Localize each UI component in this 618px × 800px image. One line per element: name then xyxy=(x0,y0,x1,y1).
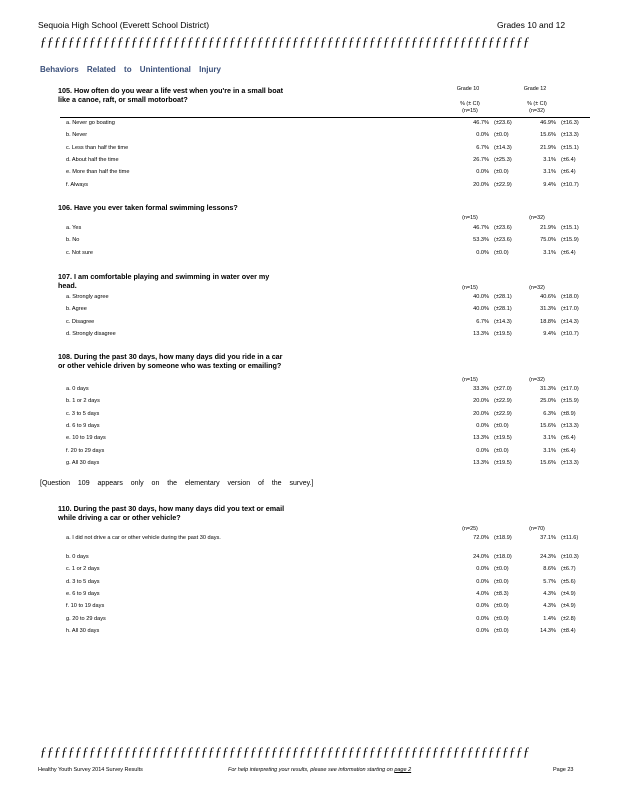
answer-row xyxy=(66,145,586,156)
section-title: Behaviors Related to Unintentional Injury xyxy=(40,65,221,74)
grade12-percent: 75.0% xyxy=(540,237,556,244)
grade12-ci: (±14.3) xyxy=(561,318,579,325)
grade10-ci: (±27.0) xyxy=(494,386,512,392)
answer-label: e. 6 to 9 days xyxy=(66,590,100,597)
grade10-ci: (±22.9) xyxy=(494,181,512,188)
answer-label: d. 3 to 5 days xyxy=(66,578,100,585)
grade12-percent: 3.1% xyxy=(543,169,556,176)
grade12-percent: 1.4% xyxy=(543,615,556,622)
grade10-percent: 4.0% xyxy=(476,590,489,597)
answer-label: g. 20 to 29 days xyxy=(66,615,106,622)
grade12-ci: (±4.9) xyxy=(561,603,576,610)
question-text: 110. During the past 30 days, how many days did you text or email while driving a car or other vehicle? xyxy=(58,504,285,522)
grade10-percent: 0.0% xyxy=(476,578,489,585)
grade12-percent: 3.1% xyxy=(543,156,556,163)
grade10-ci: (±28.1) xyxy=(494,306,512,313)
school-name: Sequoia High School (Everett School District) xyxy=(38,20,210,30)
answer-row xyxy=(66,306,586,317)
question-text: 108. During the past 30 days, how many days did you ride in a car or other vehicle driven by someone who was texting or emailing? xyxy=(58,352,283,370)
question-108 xyxy=(40,352,580,472)
answer-row xyxy=(66,460,586,471)
answer-label: f. 20 to 29 days xyxy=(66,447,105,454)
grade10-percent: 0.0% xyxy=(476,615,489,622)
answer-label: c. 3 to 5 days xyxy=(66,410,100,417)
grade10-ci: (±25.3) xyxy=(494,156,512,163)
grade12-percent: 6.3% xyxy=(543,410,556,417)
grade10-header: Grade 10 xyxy=(456,86,480,92)
answer-label: c. Less than half the time xyxy=(66,144,129,151)
question-107 xyxy=(40,272,580,342)
answer-row xyxy=(66,566,586,577)
grade10-ci: (±14.3) xyxy=(494,144,512,151)
answer-row xyxy=(66,250,586,261)
answer-row xyxy=(66,225,586,236)
grade12-percent: 3.1% xyxy=(543,249,556,256)
answer-row xyxy=(66,157,586,168)
grade10-ci: (±22.9) xyxy=(494,398,512,405)
grade12-ci: (±13.3) xyxy=(561,422,579,429)
grade10-ci: (±0.0) xyxy=(494,566,509,573)
answer-label: a. Strongly agree xyxy=(66,294,109,300)
grade12-percent: 15.6% xyxy=(540,132,556,139)
grade12-percent: 46.9% xyxy=(540,120,556,126)
n-grade12: (n=32) xyxy=(529,108,545,114)
grade10-percent: 20.0% xyxy=(473,398,489,405)
answer-row xyxy=(66,603,586,614)
answer-label: b. Agree xyxy=(66,306,87,313)
grade12-ci: (±4.9) xyxy=(561,590,576,597)
grade12-ci: (±8.9) xyxy=(561,410,576,417)
answer-row xyxy=(66,132,586,143)
grade10-percent: 20.0% xyxy=(473,181,489,188)
grade12-percent: 3.1% xyxy=(543,447,556,454)
answer-row xyxy=(66,294,586,305)
grade12-ci: (±6.4) xyxy=(561,447,576,454)
n-grade12: (n=32) xyxy=(529,285,545,291)
grade12-percent: 3.1% xyxy=(543,435,556,442)
answer-label: b. No xyxy=(66,237,80,244)
answer-label: g. All 30 days xyxy=(66,459,100,466)
grade12-percent: 21.9% xyxy=(540,225,556,231)
grade12-header: Grade 12 xyxy=(523,86,547,92)
grade10-ci: (±0.0) xyxy=(494,447,509,454)
grade10-ci: (±14.3) xyxy=(494,318,512,325)
grade12-percent: 40.6% xyxy=(540,294,556,300)
grade10-ci: (±18.9) xyxy=(494,535,512,541)
page-number: Page 23 xyxy=(553,767,574,773)
answer-label: e. 10 to 19 days xyxy=(66,435,106,442)
grade10-percent: 40.0% xyxy=(473,306,489,313)
grade12-ci: (±6.7) xyxy=(561,566,576,573)
answer-label: a. Yes xyxy=(66,225,82,231)
answer-row xyxy=(66,319,586,330)
grade12-ci: (±10.7) xyxy=(561,330,579,337)
grade12-percent: 37.1% xyxy=(540,535,556,541)
grade12-percent: 15.6% xyxy=(540,422,556,429)
pct-label-g10: % (± CI) xyxy=(460,101,480,107)
grade10-ci: (±23.6) xyxy=(494,225,512,231)
answer-row xyxy=(66,591,586,602)
grade10-percent: 0.0% xyxy=(476,169,489,176)
grade10-percent: 13.3% xyxy=(473,330,489,337)
grade10-ci: (±0.0) xyxy=(494,422,509,429)
grade10-percent: 0.0% xyxy=(476,566,489,573)
n-grade10: (n=15) xyxy=(462,215,478,221)
question-105 xyxy=(40,86,580,196)
grade10-percent: 0.0% xyxy=(476,422,489,429)
grade10-percent: 72.0% xyxy=(473,535,489,541)
grade12-ci: (±6.4) xyxy=(561,435,576,442)
grade10-percent: 0.0% xyxy=(476,249,489,256)
grade10-ci: (±0.0) xyxy=(494,627,509,634)
grade12-ci: (±15.9) xyxy=(561,398,579,405)
answer-row xyxy=(66,554,586,565)
grade10-ci: (±0.0) xyxy=(494,578,509,585)
grade10-ci: (±0.0) xyxy=(494,169,509,176)
n-grade12: (n=32) xyxy=(529,377,545,383)
answer-label: b. Never xyxy=(66,132,88,139)
grade10-percent: 0.0% xyxy=(476,447,489,454)
grade12-ci: (±5.6) xyxy=(561,578,576,585)
question-109-note: [Question 109 appears only on the elementary version of the survey.] xyxy=(40,480,314,487)
grade10-percent: 26.7% xyxy=(473,156,489,163)
grade12-ci: (±16.3) xyxy=(561,120,579,126)
n-grade10: (n=15) xyxy=(462,285,478,291)
answer-label: d. 6 to 9 days xyxy=(66,422,100,429)
grade12-percent: 4.3% xyxy=(543,590,556,597)
answer-label: c. Not sure xyxy=(66,249,94,256)
answer-row xyxy=(66,411,586,422)
grade12-percent: 25.0% xyxy=(540,398,556,405)
grade12-ci: (±13.3) xyxy=(561,132,579,139)
grade12-ci: (±15.9) xyxy=(561,237,579,244)
answer-row xyxy=(66,331,586,342)
question-110 xyxy=(40,504,580,644)
header-rule xyxy=(60,117,590,118)
answer-row xyxy=(66,448,586,459)
grade12-percent: 4.3% xyxy=(543,603,556,610)
answer-label: f. Always xyxy=(66,181,89,188)
page-2-link[interactable]: page 2 xyxy=(394,767,412,773)
grade10-ci: (±23.6) xyxy=(494,237,512,244)
answer-row xyxy=(66,435,586,446)
answer-row xyxy=(66,120,586,131)
footer-help-text xyxy=(228,767,411,773)
answer-row xyxy=(66,579,586,590)
answer-label: a. 0 days xyxy=(66,386,89,392)
grade12-ci: (±17.0) xyxy=(561,306,579,313)
answer-label: c. 1 or 2 days xyxy=(66,566,100,573)
n-grade12: (n=32) xyxy=(529,215,545,221)
answer-row xyxy=(66,535,586,546)
grade10-percent: 0.0% xyxy=(476,132,489,139)
grade10-percent: 20.0% xyxy=(473,410,489,417)
grade12-percent: 14.3% xyxy=(540,627,556,634)
grade12-percent: 21.9% xyxy=(540,144,556,151)
answer-row xyxy=(66,628,586,639)
grade12-ci: (±17.0) xyxy=(561,386,579,392)
grade10-percent: 6.7% xyxy=(476,144,489,151)
grade12-ci: (±10.3) xyxy=(561,554,579,560)
question-106 xyxy=(40,203,580,263)
answer-label: b. 0 days xyxy=(66,554,89,560)
question-text: 107. I am comfortable playing and swimming in water over my head. xyxy=(58,272,270,290)
grade10-percent: 46.7% xyxy=(473,225,489,231)
answer-row xyxy=(66,423,586,434)
answer-label: e. More than half the time xyxy=(66,169,130,176)
answer-label: f. 10 to 19 days xyxy=(66,603,105,610)
grade10-ci: (±0.0) xyxy=(494,603,509,610)
answer-row xyxy=(66,616,586,627)
grade10-ci: (±22.9) xyxy=(494,410,512,417)
n-grade10: (n=15) xyxy=(462,377,478,383)
grade12-ci: (±18.0) xyxy=(561,294,579,300)
grade12-percent: 8.6% xyxy=(543,566,556,573)
n-grade12: (n=70) xyxy=(529,526,545,532)
answer-label: c. Disagree xyxy=(66,318,95,325)
grade12-percent: 9.4% xyxy=(543,330,556,337)
grade12-ci: (±6.4) xyxy=(561,169,576,176)
grade10-ci: (±8.3) xyxy=(494,590,509,597)
answer-label: b. 1 or 2 days xyxy=(66,398,100,405)
grade12-ci: (±2.8) xyxy=(561,615,576,622)
grade10-percent: 0.0% xyxy=(476,627,489,634)
answer-label: d. About half the time xyxy=(66,156,119,163)
grade12-ci: (±8.4) xyxy=(561,627,576,634)
grade12-percent: 9.4% xyxy=(543,181,556,188)
grade10-percent: 13.3% xyxy=(473,435,489,442)
n-grade10: (n=15) xyxy=(462,108,478,114)
answer-label: a. Never go boating xyxy=(66,120,115,126)
bottom-divider: ƒƒƒƒƒƒƒƒƒƒƒƒƒƒƒƒƒƒƒƒƒƒƒƒƒƒƒƒƒƒƒƒƒƒƒƒƒƒƒƒƒƒƒƒƒƒƒƒƒƒƒƒƒƒƒƒƒƒƒƒƒƒƒƒƒƒƒƒƒƒ xyxy=(40,744,530,759)
grade12-percent: 31.3% xyxy=(540,306,556,313)
grade10-ci: (±19.5) xyxy=(494,435,512,442)
answer-row xyxy=(66,182,586,193)
grade10-percent: 53.3% xyxy=(473,237,489,244)
grade10-ci: (±18.0) xyxy=(494,554,512,560)
pct-label-g12: % (± CI) xyxy=(527,101,547,107)
answer-row xyxy=(66,237,586,248)
grade10-ci: (±19.5) xyxy=(494,330,512,337)
answer-row xyxy=(66,169,586,180)
answer-label: d. Strongly disagree xyxy=(66,330,116,337)
grade12-ci: (±10.7) xyxy=(561,181,579,188)
grade10-ci: (±0.0) xyxy=(494,132,509,139)
grades-label: Grades 10 and 12 xyxy=(497,20,566,30)
grade10-percent: 6.7% xyxy=(476,318,489,325)
grade10-ci: (±0.0) xyxy=(494,249,509,256)
grade12-ci: (±15.1) xyxy=(561,144,579,151)
grade12-ci: (±11.6) xyxy=(561,535,579,541)
grade10-percent: 46.7% xyxy=(473,120,489,126)
grade12-percent: 15.6% xyxy=(540,459,556,466)
grade10-ci: (±19.5) xyxy=(494,459,512,466)
grade12-percent: 31.3% xyxy=(540,386,556,392)
top-divider: ƒƒƒƒƒƒƒƒƒƒƒƒƒƒƒƒƒƒƒƒƒƒƒƒƒƒƒƒƒƒƒƒƒƒƒƒƒƒƒƒƒƒƒƒƒƒƒƒƒƒƒƒƒƒƒƒƒƒƒƒƒƒƒƒƒƒƒƒƒƒ xyxy=(40,34,530,49)
grade12-percent: 24.3% xyxy=(540,554,556,560)
grade10-ci: (±28.1) xyxy=(494,294,512,300)
answer-label: h. All 30 days xyxy=(66,627,100,634)
grade12-percent: 5.7% xyxy=(543,578,556,585)
footer-help-prefix: For help interpreting your results, please see information starting on xyxy=(228,767,393,773)
grade10-percent: 33.3% xyxy=(473,386,489,392)
grade12-ci: (±15.1) xyxy=(561,225,579,231)
grade10-percent: 40.0% xyxy=(473,294,489,300)
footer-survey-title: Healthy Youth Survey 2014 Survey Results xyxy=(38,767,143,773)
grade12-ci: (±13.3) xyxy=(561,459,579,466)
question-text: 106. Have you ever taken formal swimming lessons? xyxy=(58,203,238,212)
grade10-percent: 24.0% xyxy=(473,554,489,560)
answer-label: a. I did not drive a car or other vehicle during the past 30 days. xyxy=(66,535,221,541)
answer-row xyxy=(66,398,586,409)
grade12-percent: 18.8% xyxy=(540,318,556,325)
grade10-percent: 13.3% xyxy=(473,459,489,466)
grade10-percent: 0.0% xyxy=(476,603,489,610)
grade12-ci: (±6.4) xyxy=(561,249,576,256)
answer-row xyxy=(66,386,586,397)
grade10-ci: (±23.6) xyxy=(494,120,512,126)
grade12-ci: (±6.4) xyxy=(561,156,576,163)
grade10-ci: (±0.0) xyxy=(494,615,509,622)
question-text: 105. How often do you wear a life vest when you're in a small boat like a canoe, raft, or small motorboat? xyxy=(58,86,283,104)
n-grade10: (n=25) xyxy=(462,526,478,532)
